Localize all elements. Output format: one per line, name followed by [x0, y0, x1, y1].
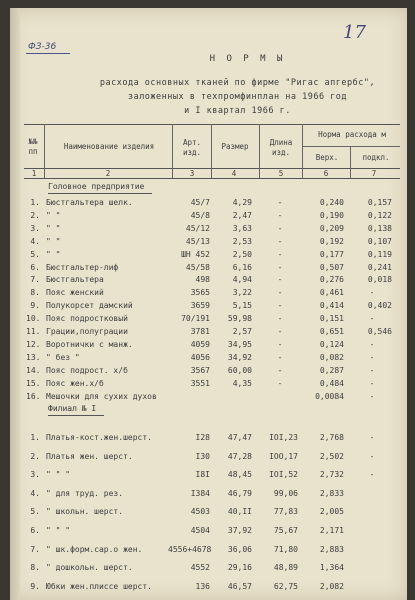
cell-norm-top: 1,364 — [319, 563, 344, 573]
cell-size: 3,63 — [232, 223, 252, 233]
cell-norm-lining: 0,241 — [367, 262, 392, 272]
cell-norm-top: 2,833 — [319, 488, 344, 498]
cell-no: 14. — [26, 365, 41, 375]
cell-norm-lining: - — [369, 365, 375, 375]
cell-length: - — [277, 352, 283, 362]
cell-norm-lining: - — [369, 339, 375, 349]
cell-item-name: " " — [46, 223, 61, 233]
cell-article: 4059 — [190, 339, 210, 349]
header-name: Наименование изделия — [63, 142, 155, 151]
section-heading-branch-1: Филиал № I — [48, 404, 97, 413]
section-heading-head-office: Головное предприятие — [48, 182, 145, 191]
cell-norm-top: 2,502 — [319, 451, 344, 461]
cell-length: 99,06 — [273, 488, 298, 498]
colnum: 7 — [371, 169, 377, 178]
cell-no: 7. — [30, 275, 40, 285]
cell-norm-lining: 0,157 — [367, 198, 392, 207]
doc-subtitle-2: заложенных в техпромфинплан на 1966 год — [127, 92, 348, 102]
cell-length: - — [277, 327, 283, 336]
cell-article: I384 — [190, 488, 210, 498]
colnum: 4 — [231, 169, 237, 178]
cell-length: IOI,23 — [269, 433, 298, 442]
cell-article: 498 — [195, 275, 210, 285]
cell-item-name: " дошкольн. шерст. — [46, 563, 133, 573]
cell-length: - — [277, 339, 283, 349]
cell-item-name: Пояс жен.х/б — [46, 378, 104, 388]
cell-article: 4504 — [190, 526, 210, 535]
doc-subtitle-3: и I квартал 1966 г. — [184, 106, 291, 116]
cell-norm-top: 0,276 — [319, 275, 344, 285]
cell-length: - — [277, 262, 283, 272]
cell-item-name: Платья-кост.жен.шерст. — [46, 433, 152, 442]
cell-size: 59,98 — [227, 314, 252, 324]
cell-norm-top: 2,005 — [319, 507, 344, 517]
cell-size: 6,16 — [232, 262, 252, 272]
cell-size: 3,22 — [232, 288, 252, 298]
cell-no: 5. — [30, 249, 40, 259]
cell-no: 8. — [30, 563, 40, 573]
cell-no: 5. — [30, 507, 40, 517]
cell-length: - — [277, 249, 283, 259]
cell-article: 4503 — [190, 507, 210, 517]
header-lining: подкл. — [362, 153, 390, 162]
cell-length: 75,67 — [273, 526, 298, 535]
cell-article: 3659 — [190, 301, 210, 311]
cell-norm-top: 2,732 — [319, 470, 344, 480]
header-top: Верх. — [315, 153, 339, 162]
cell-size: 47,28 — [227, 451, 252, 461]
cell-norm-top: 0,240 — [319, 198, 344, 207]
colnum: 2 — [105, 169, 111, 178]
cell-norm-lining: 0,546 — [367, 327, 392, 336]
cell-item-name: Бюстгальтера шелк. — [46, 198, 133, 207]
cell-item-name: Мешочки для сухих духов — [46, 391, 157, 401]
cell-size: 4,35 — [232, 378, 252, 388]
norm-sub-rule — [302, 146, 400, 147]
cell-norm-top: 2,768 — [319, 433, 344, 442]
cell-article: I8I — [195, 470, 210, 480]
doc-title: Н О Р М Ы — [209, 54, 286, 64]
cell-no: 12. — [26, 339, 41, 349]
cell-length: 62,75 — [273, 581, 298, 591]
cell-article: 70/191 — [181, 314, 210, 324]
cell-article: 4552 — [190, 563, 210, 573]
cell-norm-lining: - — [369, 391, 375, 401]
cell-item-name: Воротнички с манж. — [46, 339, 133, 349]
colnum: 5 — [278, 169, 284, 178]
header-bottom-rule — [24, 168, 400, 169]
cell-size: 4,94 — [232, 275, 252, 285]
cell-item-name: Пояс женский — [46, 288, 104, 298]
cell-no: 11. — [26, 327, 41, 336]
cell-norm-top: 0,484 — [319, 378, 344, 388]
header-art: Арт. изд. — [182, 138, 202, 157]
cell-norm-top: 2,883 — [319, 544, 344, 554]
cell-item-name: " для труд. рез. — [46, 488, 124, 498]
cell-norm-top: 0,461 — [319, 288, 344, 298]
cell-no: 2. — [30, 210, 40, 220]
colnum: 6 — [323, 169, 329, 178]
cell-length: - — [277, 378, 283, 388]
cell-no: 15. — [26, 378, 41, 388]
cell-item-name: Грации,полуграции — [46, 327, 128, 336]
cell-size: 29,16 — [227, 563, 252, 573]
cell-norm-lining: - — [369, 470, 375, 480]
cell-norm-top: 0,151 — [319, 314, 344, 324]
cell-length: - — [277, 223, 283, 233]
cell-item-name: " " " — [46, 526, 71, 535]
cell-no: 10. — [26, 314, 41, 324]
cell-item-name: Полукорсет дамский — [46, 301, 133, 311]
cell-norm-top: 0,192 — [319, 236, 344, 246]
header-no: №№ пп — [28, 137, 38, 156]
cell-item-name: Бюстгальтер-лиф — [46, 262, 119, 272]
header-length: Длина изд. — [269, 138, 293, 157]
cell-length: - — [277, 236, 283, 246]
cell-norm-top: 0,177 — [319, 249, 344, 259]
cell-norm-top: 0,651 — [319, 327, 344, 336]
cell-size: 4,29 — [232, 198, 252, 207]
cell-no: 6. — [30, 262, 40, 272]
cell-size: 46,57 — [227, 581, 252, 591]
cell-item-name: " " — [46, 249, 61, 259]
cell-no: 9. — [30, 301, 40, 311]
cell-article: I30 — [195, 451, 210, 461]
cell-no: 2. — [30, 451, 40, 461]
cell-item-name: " " — [46, 236, 61, 246]
cell-article: 3565 — [190, 288, 210, 298]
cell-norm-lining: - — [369, 314, 375, 324]
cell-norm-lining: 0,107 — [367, 236, 392, 246]
cell-length: - — [277, 314, 283, 324]
cell-norm-lining: - — [369, 378, 375, 388]
cell-size: 2,53 — [232, 236, 252, 246]
cell-size: 2,50 — [232, 249, 252, 259]
cell-article: 45/13 — [185, 236, 210, 246]
cell-norm-top: 0,209 — [319, 223, 344, 233]
cell-item-name: Пояс подростковый — [46, 314, 128, 324]
handwritten-page-number: 17 — [343, 22, 366, 43]
cell-norm-lining: 0,402 — [367, 301, 392, 311]
cell-norm-top: 0,124 — [319, 339, 344, 349]
cell-norm-lining: - — [369, 451, 375, 461]
col-divider — [350, 146, 351, 178]
cell-size: 46,79 — [227, 488, 252, 498]
cell-item-name: " " " — [46, 470, 71, 480]
cell-length: - — [277, 275, 283, 285]
cell-no: 9. — [30, 581, 40, 591]
cell-no: 3. — [30, 223, 40, 233]
colnum: 1 — [31, 169, 37, 178]
cell-size: 2,47 — [232, 210, 252, 220]
cell-norm-top: 2,082 — [319, 581, 344, 591]
cell-norm-lining: 0,122 — [367, 210, 392, 220]
cell-size: 36,06 — [227, 544, 252, 554]
colnum-bottom-rule — [24, 178, 400, 179]
cell-item-name: " школьн. шерст. — [46, 507, 124, 517]
cell-norm-lining: - — [369, 352, 375, 362]
cell-article: 3551 — [190, 378, 210, 388]
cell-size: 34,95 — [227, 339, 252, 349]
cell-norm-top: 0,287 — [319, 365, 344, 375]
cell-norm-lining: 0,138 — [367, 223, 392, 233]
cell-item-name: Платья жен. шерст. — [46, 451, 133, 461]
cell-no: 6. — [30, 526, 40, 535]
doc-subtitle-1: расхода основных тканей по фирме "Ригас апгербс", — [99, 78, 376, 88]
cell-size: 5,15 — [232, 301, 252, 311]
cell-size: 2,57 — [232, 327, 252, 336]
cell-size: 37,92 — [227, 526, 252, 535]
cell-no: 13. — [26, 352, 41, 362]
handwritten-reference: ФЗ-36 — [28, 42, 57, 52]
cell-no: 1. — [30, 198, 40, 207]
cell-norm-top: 0,082 — [319, 352, 344, 362]
cell-article: ШН 452 — [181, 249, 210, 259]
cell-size: 47,47 — [227, 433, 252, 442]
cell-no: 4. — [30, 236, 40, 246]
cell-length: - — [277, 365, 283, 375]
cell-size: 60,00 — [227, 365, 252, 375]
cell-article: I28 — [195, 433, 210, 442]
cell-length: - — [277, 301, 283, 311]
cell-length: IOI,52 — [269, 470, 298, 480]
cell-size: 34,92 — [227, 352, 252, 362]
cell-length: - — [277, 288, 283, 298]
col-divider — [302, 124, 303, 178]
cell-norm-lining: 0,119 — [367, 249, 392, 259]
cell-item-name: Юбки жен.плиссе шерст. — [46, 581, 152, 591]
cell-length: IOO,17 — [269, 451, 298, 461]
cell-norm-top: 0,507 — [319, 262, 344, 272]
table-top-rule — [24, 124, 400, 125]
cell-no: 4. — [30, 488, 40, 498]
section-underline — [48, 193, 152, 194]
cell-item-name: " без " — [46, 352, 80, 362]
cell-norm-top: 0,0084 — [315, 391, 344, 401]
cell-norm-top: 2,171 — [319, 526, 344, 535]
cell-length: 48,89 — [273, 563, 298, 573]
cell-norm-lining: - — [369, 288, 375, 298]
cell-no: 8. — [30, 288, 40, 298]
cell-item-name: Пояс подрост. х/б — [46, 365, 128, 375]
cell-no: 3. — [30, 470, 40, 480]
section-underline — [48, 415, 104, 416]
cell-no: 16. — [26, 391, 41, 401]
cell-length: - — [277, 198, 283, 207]
cell-item-name: " " — [46, 210, 61, 220]
cell-norm-top: 0,190 — [319, 210, 344, 220]
cell-article: 45/58 — [185, 262, 210, 272]
cell-length: 71,80 — [273, 544, 298, 554]
header-norm: Норма расхода м — [318, 130, 386, 139]
cell-norm-top: 0,414 — [319, 301, 344, 311]
cell-length: 77,83 — [273, 507, 298, 517]
col-divider — [44, 124, 45, 178]
cell-size: 48,45 — [227, 470, 252, 480]
cell-length: - — [277, 210, 283, 220]
cell-article: 45/12 — [185, 223, 210, 233]
cell-article: 3567 — [190, 365, 210, 375]
cell-item-name: Бюстгальтера — [46, 275, 104, 285]
cell-no: 7. — [30, 544, 40, 554]
header-size: Размер — [221, 142, 249, 151]
colnum: 3 — [189, 169, 195, 178]
cell-item-name: " шк.форм.сар.о жен. — [46, 544, 143, 554]
cell-size: 40,II — [227, 507, 252, 517]
cell-norm-lining: 0,018 — [367, 275, 392, 285]
cell-article: 45/7 — [190, 198, 210, 207]
cell-article: 3781 — [190, 327, 210, 336]
binding-edge — [10, 8, 20, 600]
cell-no: 1. — [30, 433, 40, 442]
cell-article: 4556+4678 — [168, 544, 212, 554]
cell-norm-lining: - — [369, 433, 375, 442]
cell-article: 4056 — [190, 352, 210, 362]
cell-article: 136 — [195, 581, 210, 591]
cell-article: 45/8 — [190, 210, 210, 220]
col-divider — [172, 124, 173, 178]
